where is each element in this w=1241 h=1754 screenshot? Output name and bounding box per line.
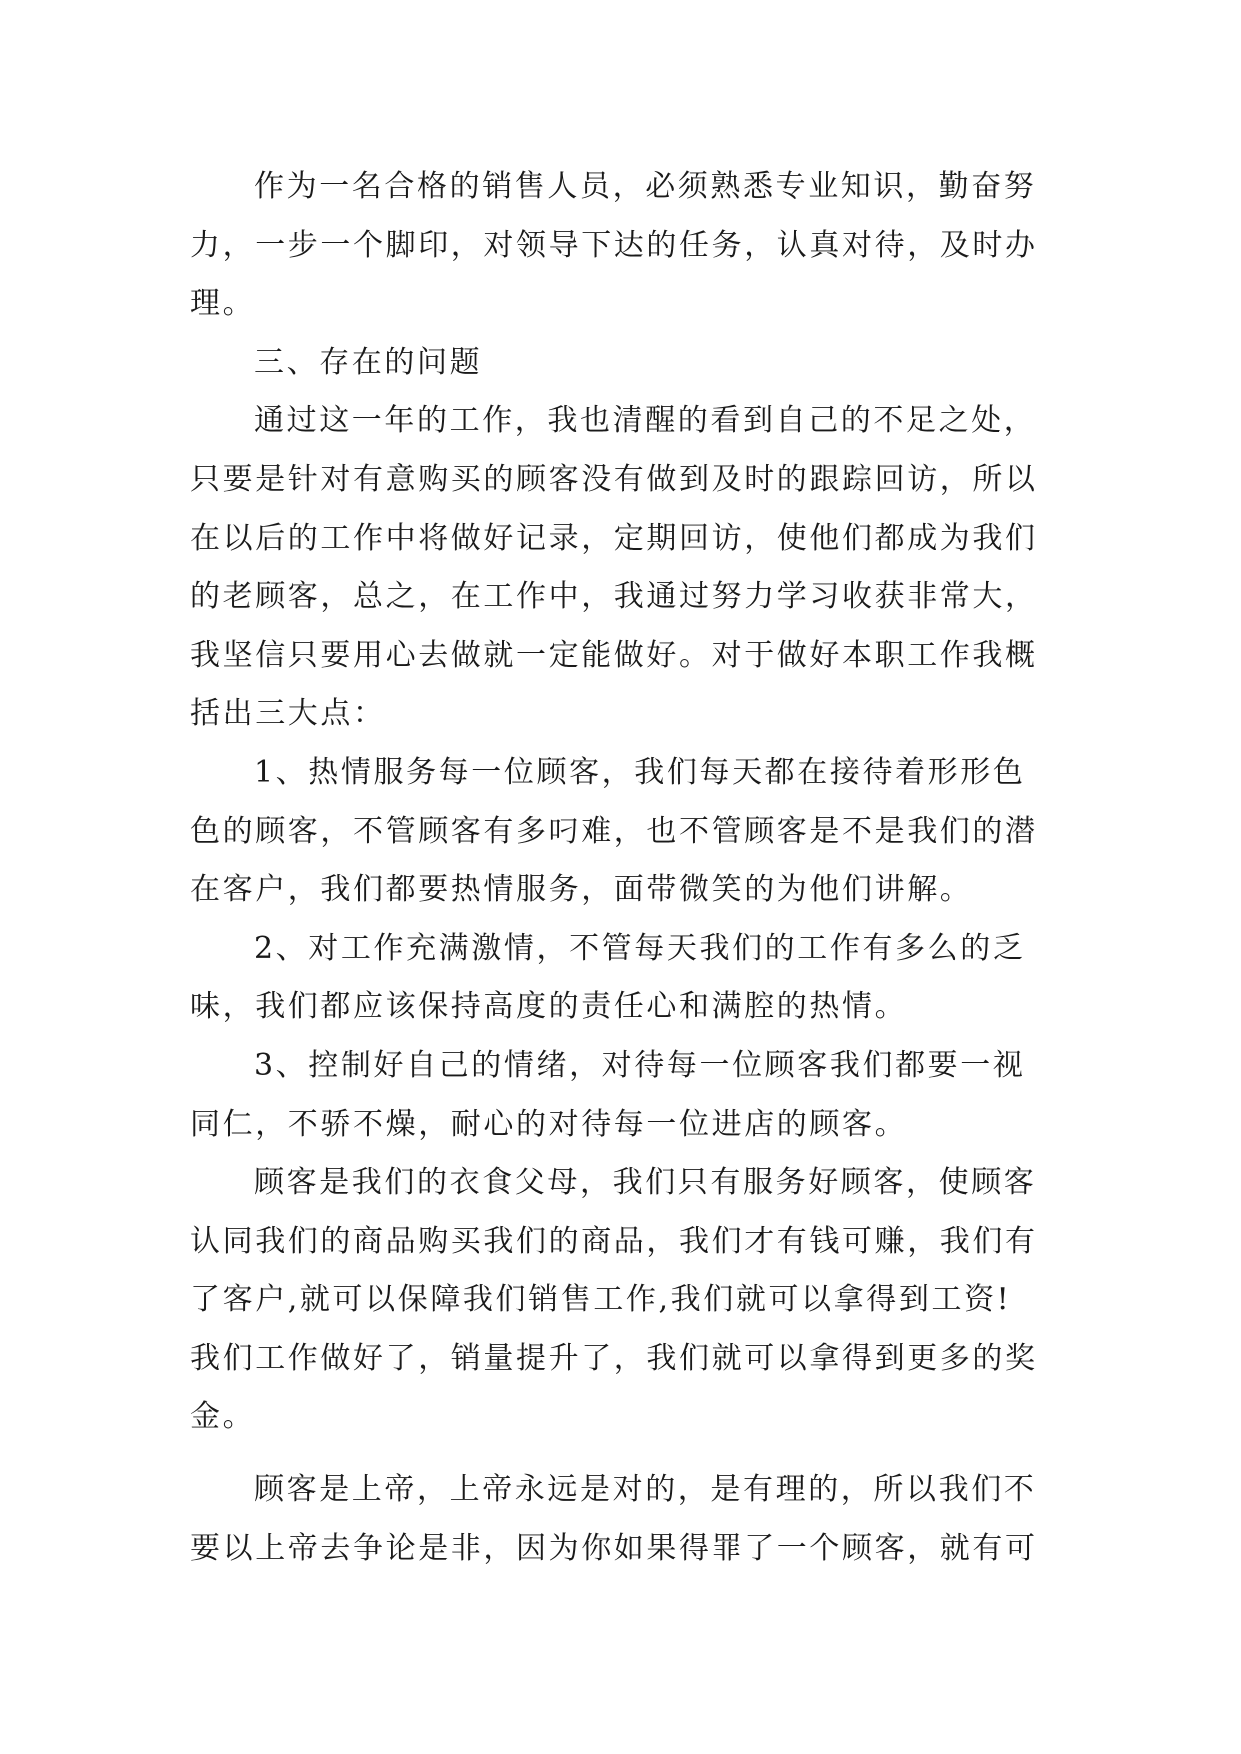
text-line: 金。 (190, 1399, 256, 1435)
text-line: 理。 (190, 286, 256, 322)
list-item-1: 1、热情服务每一位顾客，我们每天都在接待着形形色 (254, 754, 1026, 790)
text-line: 色的顾客，不管顾客有多叼难，也不管顾客是不是我们的潜 (190, 813, 1038, 849)
document-body (190, 158, 1052, 1578)
section-heading: 三、存在的问题 (254, 344, 483, 380)
list-item-3: 3、控制好自己的情绪，对待每一位顾客我们都要一视 (254, 1047, 1026, 1083)
text-line: 味，我们都应该保持高度的责任心和满腔的热情。 (190, 989, 908, 1025)
text-line: 在客户，我们都要热情服务，面带微笑的为他们讲解。 (190, 872, 973, 908)
text-line: 顾客是上帝，上帝永远是对的，是有理的，所以我们不 (254, 1472, 1037, 1508)
text-line: 力，一步一个脚印，对领导下达的任务，认真对待，及时办 (190, 227, 1038, 263)
text-line: 只要是针对有意购买的顾客没有做到及时的跟踪回访，所以 (190, 461, 1038, 497)
text-line: 了客户,就可以保障我们销售工作,我们就可以拿得到工资! (190, 1282, 1012, 1318)
list-item-2: 2、对工作充满激情，不管每天我们的工作有多么的乏 (254, 930, 1026, 966)
text-line: 认同我们的商品购买我们的商品，我们才有钱可赚，我们有 (190, 1223, 1038, 1259)
text-line: 作为一名合格的销售人员，必须熟悉专业知识，勤奋努 (254, 169, 1037, 204)
text-line: 我坚信只要用心去做就一定能做好。对于做好本职工作我概 (190, 637, 1038, 673)
text-line: 括出三大点： (190, 696, 386, 732)
text-line: 同仁，不骄不燥，耐心的对待每一位进店的顾客。 (190, 1106, 908, 1142)
text-line: 在以后的工作中将做好记录，定期回访，使他们都成为我们 (190, 520, 1038, 556)
text-line: 通过这一年的工作，我也清醒的看到自己的不足之处， (254, 403, 1037, 439)
paragraph-gap (190, 1447, 1052, 1461)
text-line: 我们工作做好了，销量提升了，我们就可以拿得到更多的奖 (190, 1340, 1038, 1376)
text-line: 的老顾客，总之，在工作中，我通过努力学习收获非常大， (190, 579, 1038, 615)
text-line: 顾客是我们的衣食父母，我们只有服务好顾客，使顾客 (254, 1165, 1037, 1201)
text-line: 要以上帝去争论是非，因为你如果得罪了一个顾客，就有可 (190, 1530, 1038, 1566)
